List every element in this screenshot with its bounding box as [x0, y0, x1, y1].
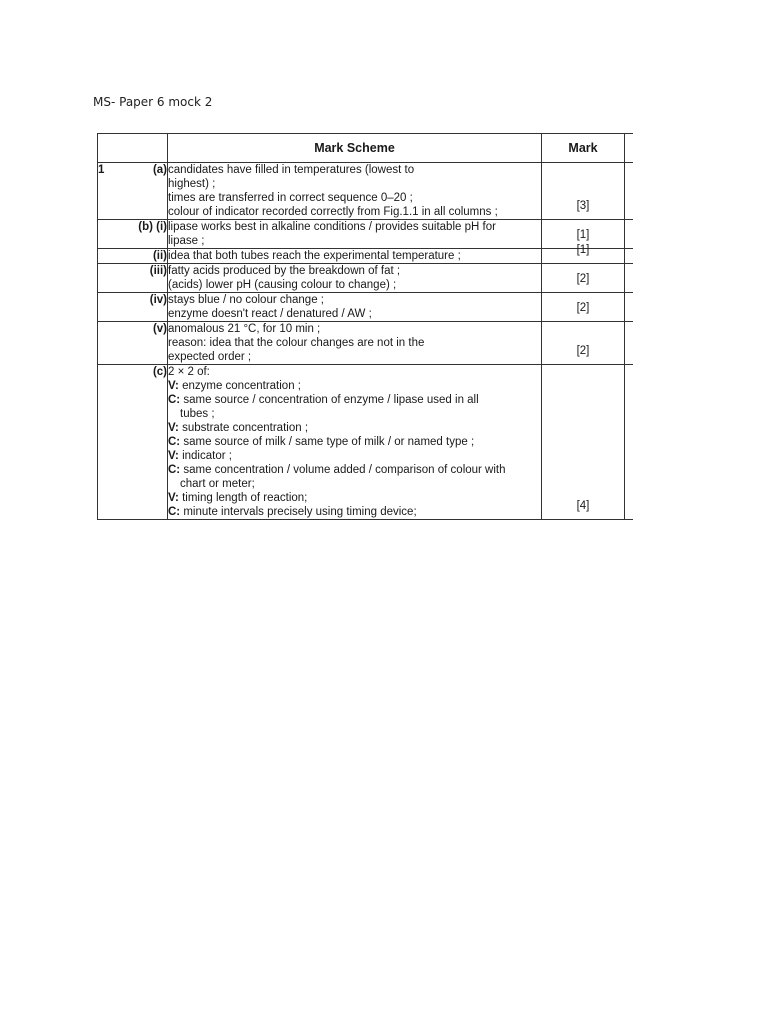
table-edge-cell	[625, 293, 634, 322]
scheme-line: enzyme doesn't react / denatured / AW ;	[168, 308, 372, 320]
question-cell	[98, 365, 168, 520]
question-header-cell	[98, 134, 168, 163]
item-text: chart or meter;	[180, 478, 255, 490]
scheme-item	[168, 421, 541, 435]
item-text: enzyme concentration ;	[182, 380, 301, 392]
question-cell	[98, 249, 168, 264]
question-cell	[98, 293, 168, 322]
item-text: timing length of reaction;	[182, 492, 308, 504]
item-text: minute intervals precisely using timing device;	[183, 506, 417, 518]
item-key: C:	[168, 506, 181, 518]
scheme-cell	[168, 249, 542, 264]
table-edge-cell	[625, 220, 634, 249]
question-label: (b) (i)	[138, 221, 167, 233]
question-label: (iii)	[149, 265, 167, 277]
scheme-line: lipase ;	[168, 235, 205, 247]
question-label: (ii)	[152, 250, 167, 262]
scheme-cell	[168, 293, 542, 322]
scheme-line: candidates have filled in temperatures (lowest to	[168, 164, 415, 176]
table-edge-cell	[625, 163, 634, 220]
scheme-cell	[168, 365, 542, 520]
mark-value: [4]	[576, 500, 590, 512]
question-cell	[98, 220, 168, 249]
item-text: tubes ;	[180, 408, 215, 420]
question-label: (a)	[152, 164, 167, 176]
question-label: (v)	[152, 323, 167, 335]
scheme-cell	[168, 264, 542, 293]
scheme-header: Mark Scheme	[168, 134, 542, 163]
scheme-line: colour of indicator recorded correctly from Fig.1.1 in all columns ;	[168, 206, 498, 218]
scheme-item	[168, 449, 541, 463]
table-row	[98, 322, 634, 365]
item-key: C:	[168, 436, 181, 448]
mark-value: [1]	[576, 244, 590, 256]
mark-scheme-table	[97, 133, 633, 520]
scheme-cell	[168, 220, 542, 249]
scheme-line: lipase works best in alkaline conditions / provides suitable pH for	[168, 221, 496, 233]
scheme-item	[168, 491, 541, 505]
scheme-line: idea that both tubes reach the experimental temperature ;	[168, 250, 461, 262]
item-text: indicator ;	[182, 450, 232, 462]
item-text: same source of milk / same type of milk / or named type ;	[183, 436, 475, 448]
mark-value: [2]	[576, 273, 590, 285]
mark-cell	[542, 322, 625, 365]
table-edge-cell	[625, 134, 634, 163]
scheme-line: highest) ;	[168, 178, 216, 190]
table-row	[98, 293, 634, 322]
item-key: V:	[168, 422, 179, 434]
mark-value: [2]	[576, 302, 590, 314]
item-key: V:	[168, 380, 179, 392]
item-key: C:	[168, 464, 181, 476]
mark-cell	[542, 293, 625, 322]
scheme-line: reason: idea that the colour changes are not in the	[168, 337, 425, 349]
item-text: same source / concentration of enzyme / lipase used in all	[183, 394, 479, 406]
item-key: V:	[168, 450, 179, 462]
mark-cell	[542, 163, 625, 220]
mark-value: [3]	[576, 200, 590, 212]
table-edge-cell	[625, 322, 634, 365]
mark-header: Mark	[542, 134, 625, 163]
scheme-line: anomalous 21 °C, for 10 min ;	[168, 323, 321, 335]
question-cell	[98, 264, 168, 293]
scheme-item	[168, 407, 541, 421]
mark-cell	[542, 264, 625, 293]
scheme-line: times are transferred in correct sequence 0–20 ;	[168, 192, 413, 204]
question-label: (iv)	[149, 294, 167, 306]
table-edge-cell	[625, 365, 634, 520]
table-row	[98, 264, 634, 293]
scheme-cell	[168, 322, 542, 365]
scheme-cell	[168, 163, 542, 220]
question-cell	[98, 322, 168, 365]
table-row	[98, 249, 634, 264]
table-row	[98, 365, 634, 520]
scheme-item	[168, 477, 541, 491]
scheme-intro: 2 × 2 of:	[168, 366, 210, 378]
mark-value: [1]	[576, 229, 590, 241]
question-number: 1	[98, 164, 105, 176]
scheme-line: stays blue / no colour change ;	[168, 294, 324, 306]
scheme-item	[168, 463, 541, 477]
question-label: (c)	[152, 366, 167, 378]
mark-cell	[542, 244, 625, 264]
scheme-item	[168, 505, 541, 519]
mark-cell	[542, 365, 625, 520]
table-edge-cell	[625, 264, 634, 293]
table-header-row	[98, 134, 634, 163]
scheme-item	[168, 379, 541, 393]
scheme-line: fatty acids produced by the breakdown of fat ;	[168, 265, 401, 277]
item-key: V:	[168, 492, 179, 504]
item-text: same concentration / volume added / comparison of colour with	[183, 464, 506, 476]
document-title: MS- Paper 6 mock 2	[93, 95, 213, 109]
item-key: C:	[168, 394, 181, 406]
item-text: substrate concentration ;	[182, 422, 309, 434]
table-edge-cell	[625, 249, 634, 264]
scheme-item	[168, 435, 541, 449]
question-cell	[98, 163, 168, 220]
table-row	[98, 163, 634, 220]
mark-value: [2]	[576, 345, 590, 357]
scheme-item	[168, 393, 541, 407]
scheme-line: expected order ;	[168, 351, 252, 363]
scheme-line: (acids) lower pH (causing colour to change) ;	[168, 279, 397, 291]
